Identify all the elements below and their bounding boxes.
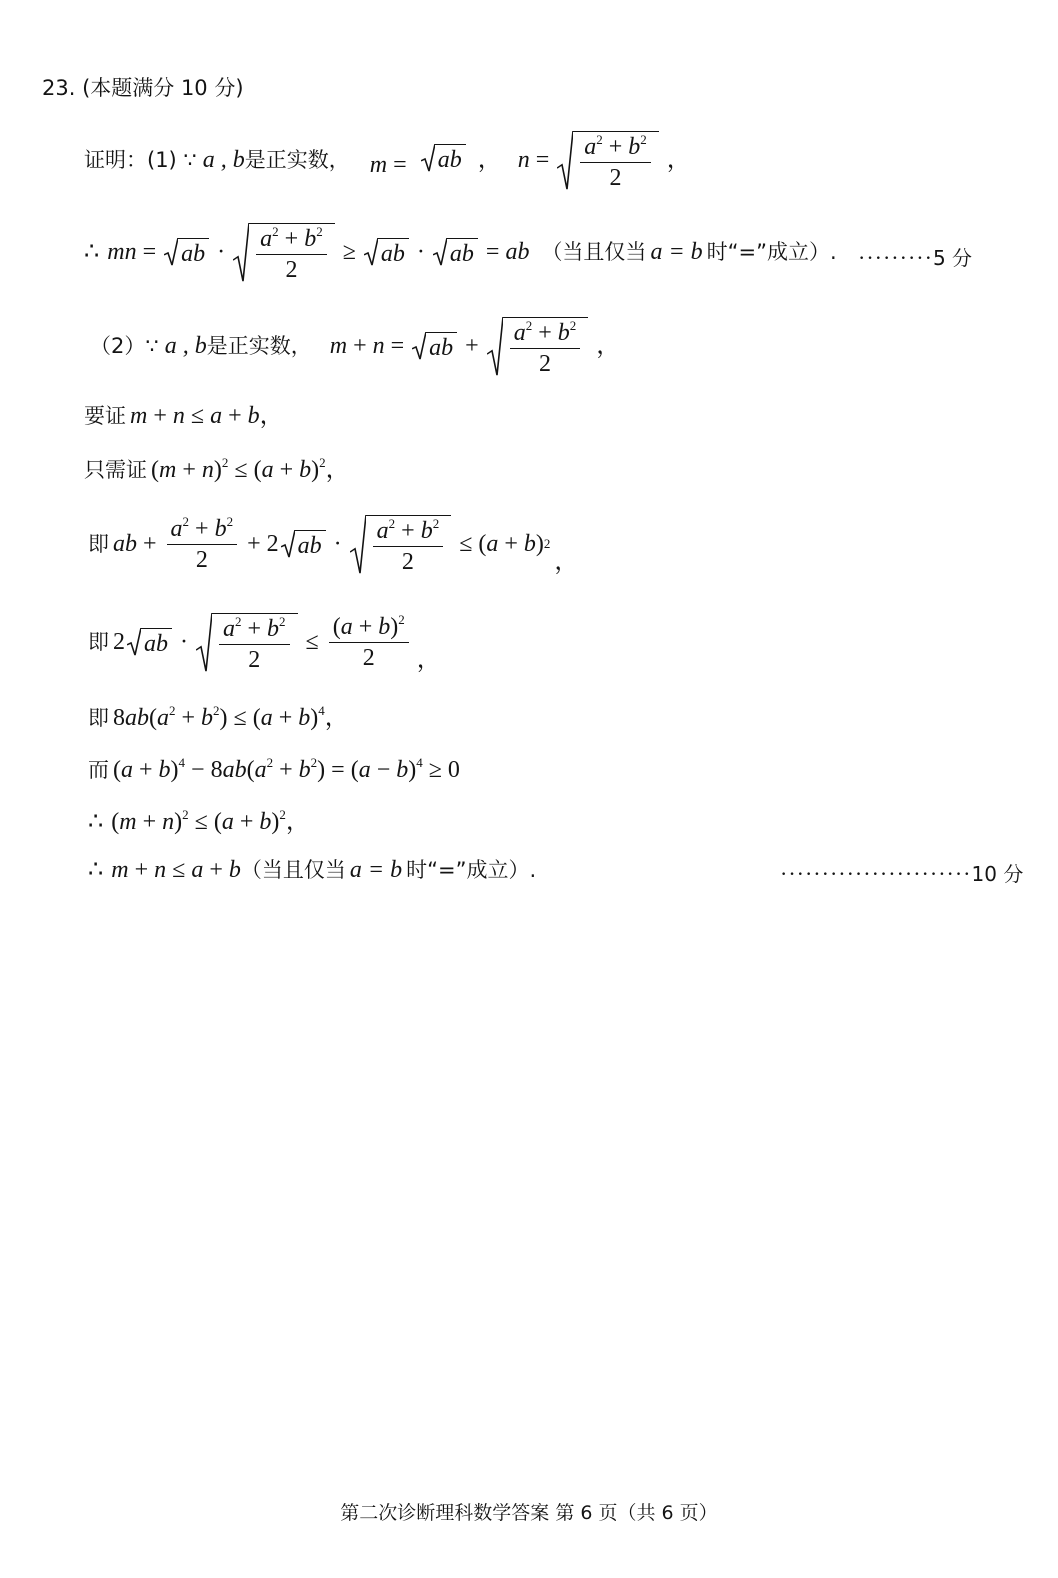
proof-line-1: 证明：(1) ∵ a , b 是正实数， m = ab ， n = $\frac{a^2 + b^2}{2}$ ， <box>84 131 691 191</box>
proof-line-7: 即 2 ab · $\frac{a^2 + b^2}{2}$ ≤ $\frac{(a + b)^2}{2}$ ， <box>88 611 441 673</box>
math-m-def: m = ab <box>370 144 468 177</box>
equality-note: （当且仅当 <box>240 857 346 882</box>
problem-header: 23. (本题满分 10 分) <box>42 76 244 100</box>
page-footer: 第二次诊断理科数学答案 第 6 页（共 6 页） <box>340 1502 718 1524</box>
proof-line-11: ∴ m + n ≤ a + b （当且仅当 a = b 时“=”成立）. <box>88 857 537 883</box>
math-n-def: n = $\frac{a^2 + b^2}{2}$ ， <box>517 131 691 191</box>
proof-text: 即 <box>88 629 109 654</box>
proof-text: 是正实数， <box>206 333 312 358</box>
proof-line-4: 要证 m + n ≤ a + b， <box>84 403 284 429</box>
proof-part1-label: 证明：(1) ∵ <box>84 147 197 172</box>
proof-text: 而 <box>88 757 109 782</box>
therefore-symbol: ∴ <box>88 857 104 883</box>
equality-note: （当且仅当 <box>541 239 647 264</box>
proof-text: 即 <box>88 531 109 556</box>
equality-note-end: 时“=”成立）. <box>406 857 537 882</box>
proof-text: 要证 <box>84 403 126 428</box>
score-marker-10: ·······················10 分 <box>780 861 1024 886</box>
therefore-symbol: ∴ <box>88 809 104 835</box>
proof-part2-label: （2）∵ <box>90 333 159 358</box>
math-a-eq-b: a = b <box>650 239 703 265</box>
score-marker-5: ·········5 分 <box>858 245 973 270</box>
proof-text: 即 <box>88 705 109 730</box>
proof-line-3: （2）∵ a , b 是正实数， m + n = ab + $\frac{a^2 + b^2}{2}$ ， <box>90 317 621 377</box>
proof-line-5: 只需证 $(m + n)^2 \le (a + b)^2$， <box>84 455 350 483</box>
proof-line-9: 而 $(a + b)^4 - 8ab(a^2 + b^2) = (a - b)^4 \ge 0$ <box>88 755 460 783</box>
equality-note-end: 时“=”成立）. <box>706 239 837 264</box>
math-mn-inequality: ∴ mn = ab · $\frac{a^2 + b^2}{2}$ ≥ ab · ab = ab <box>84 223 530 283</box>
proof-line-2 <box>84 214 837 290</box>
proof-line-6: 即 ab + $\frac{a^2 + b^2}{2}$ + 2 ab · $\frac{a^2 + b^2}{2}$ ≤ ( a + b ) 2 ， <box>88 513 579 575</box>
proof-text: 只需证 <box>84 457 147 482</box>
proof-text: 是正实数， <box>244 147 350 172</box>
proof-line-10: ∴ $(m + n)^2 \le (a + b)^2$， <box>88 807 310 835</box>
math-m-plus-n: m + n = ab + $\frac{a^2 + b^2}{2}$ ， <box>329 317 621 377</box>
math-ab: a , b <box>202 147 245 173</box>
proof-line-8: 即 $8ab(a^2 + b^2) \le (a + b)^4$， <box>88 703 349 731</box>
